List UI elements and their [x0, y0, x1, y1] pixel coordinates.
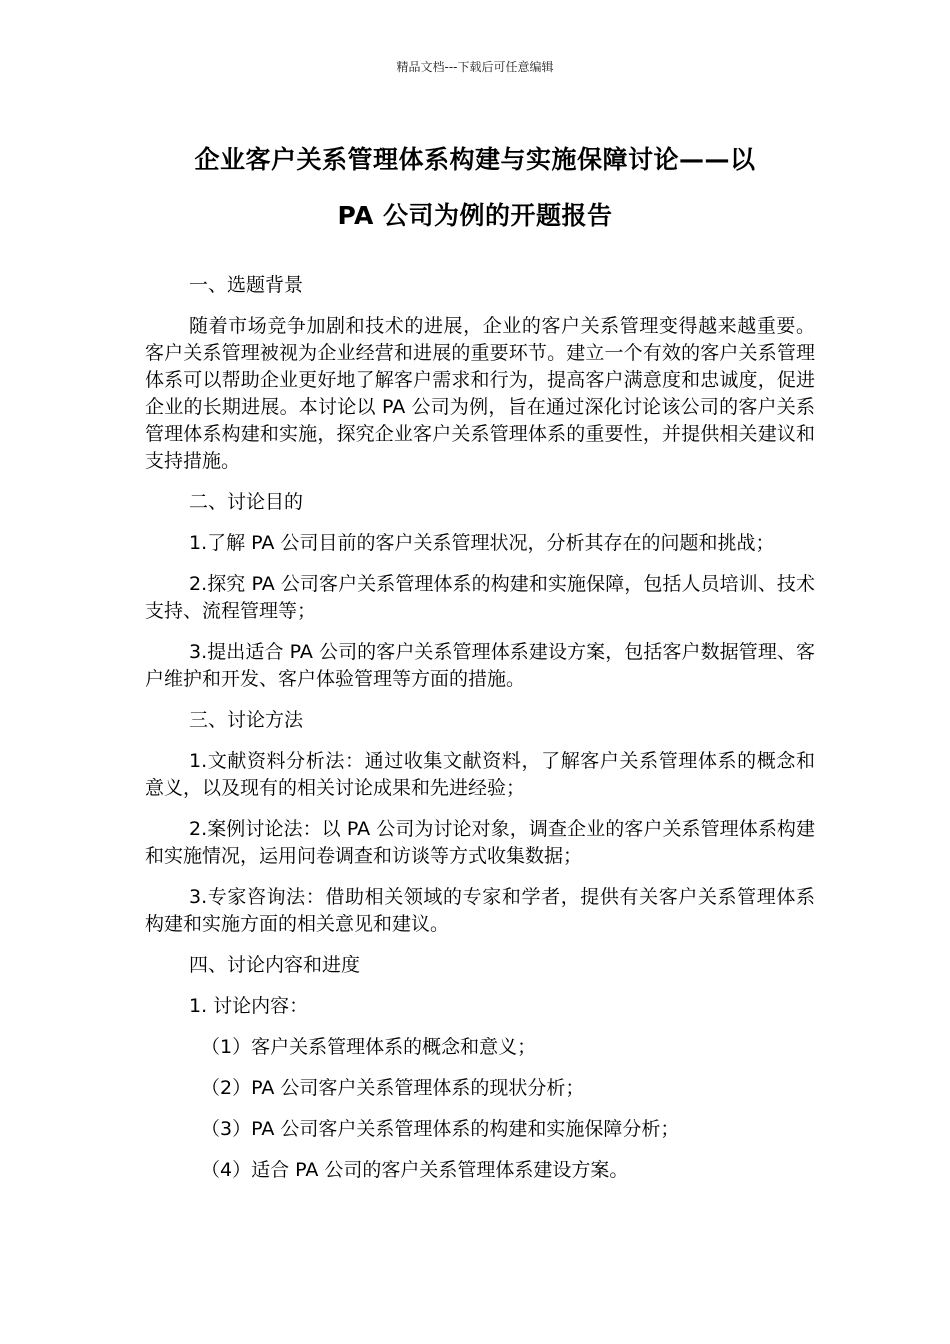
section-heading-background: 一、选题背景 [189, 274, 304, 296]
list-item: 3.专家咨询法：借助相关领域的专家和学者，提供有关客户关系管理体系构建和实施方面的相关意见和建议。 [145, 886, 815, 935]
list-item: （3）PA 公司客户关系管理体系的构建和实施保障分析； [201, 1118, 680, 1140]
list-item: 2.探究 PA 公司客户关系管理体系的构建和实施保障，包括人员培训、技术支持、流程管理等； [145, 573, 815, 622]
document-title-line-2: PA 公司为例的开题报告 [337, 201, 613, 230]
header-note: 精品文档---下载后可任意编辑 [396, 60, 554, 74]
section-heading-methods: 三、讨论方法 [189, 709, 304, 731]
document-title-line-1: 企业客户关系管理体系构建与实施保障讨论——以 [194, 145, 756, 174]
list-item: （1）客户关系管理体系的概念和意义； [201, 1036, 537, 1058]
document-body [145, 272, 815, 1198]
list-item: 3.提出适合 PA 公司的客户关系管理体系建设方案，包括客户数据管理、客户维护和开发、客户体验管理等方面的措施。 [145, 641, 815, 690]
sub-heading-content: 1. 讨论内容： [189, 995, 309, 1017]
section-heading-content: 四、讨论内容和进度 [189, 954, 361, 976]
list-item: 1.了解 PA 公司目前的客户关系管理状况，分析其存在的问题和挑战； [189, 532, 775, 554]
list-item: （2）PA 公司客户关系管理体系的现状分析； [201, 1077, 585, 1099]
paragraph-background: 随着市场竞争加剧和技术的进展，企业的客户关系管理变得越来越重要。客户关系管理被视为企业经营和进展的重要环节。建立一个有效的客户关系管理体系可以帮助企业更好地了解客户需求和行为，提高客户满意度和忠诚度，促进企业的长期进展。本讨论以 PA 公司为例，旨在通过深化讨论该公司的客户关系管理体系构建和实施，探究企业客户关系管理体系的重要性，并提供相关建议和支持措施。 [145, 315, 815, 472]
list-item: 1.文献资料分析法：通过收集文献资料，了解客户关系管理体系的概念和意义，以及现有的相关讨论成果和先进经验； [145, 750, 815, 799]
list-item: 2.案例讨论法：以 PA 公司为讨论对象，调查企业的客户关系管理体系构建和实施情况，运用问卷调查和访谈等方式收集数据； [145, 818, 815, 867]
list-item: （4）适合 PA 公司的客户关系管理体系建设方案。 [201, 1159, 629, 1181]
section-heading-purpose: 二、讨论目的 [189, 491, 304, 513]
